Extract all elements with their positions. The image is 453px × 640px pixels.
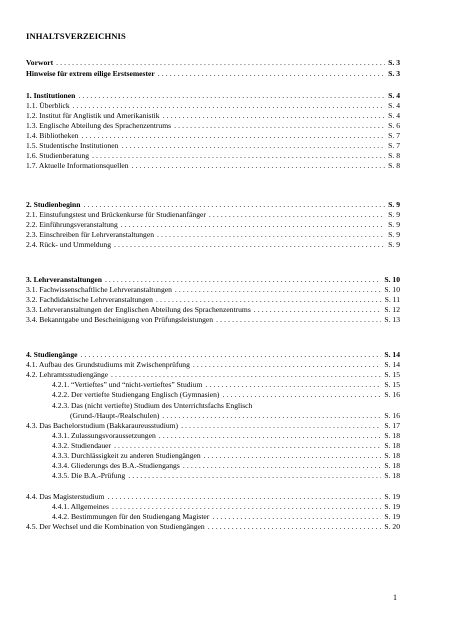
- toc-entry[interactable]: [26, 91, 400, 101]
- leader-dots: [132, 161, 386, 171]
- toc-entry-page: S. 10: [384, 285, 400, 294]
- toc-entry-label: 3.2. Fachdidaktische Lehrveranstaltungen: [26, 295, 153, 304]
- toc-entry-label[interactable]: 4.2.3. Das (nicht vertiefte) Studium des Unterrichtsfachs Englisch: [52, 401, 253, 410]
- leader-dots: [193, 360, 381, 370]
- leader-dots: [216, 315, 381, 325]
- toc-entry-page: S. 18: [384, 431, 400, 440]
- toc-entry-label: 1.6. Studienberatung: [26, 151, 90, 160]
- toc-entry-label: 2. Studienbeginn: [26, 200, 81, 209]
- leader-dots: [105, 275, 381, 285]
- toc-entry[interactable]: [26, 315, 400, 325]
- toc-entry-label: 2.1. Einstufungstest und Brückenkurse für Studienanfänger: [26, 210, 206, 219]
- leader-dots: [83, 200, 385, 210]
- toc-entry-label: 2.3. Einschreiben für Lehrveranstaltungen: [26, 230, 154, 239]
- toc-entry-page: S. 14: [384, 360, 400, 369]
- toc-entry-page: S. 4: [388, 101, 400, 110]
- toc-entry[interactable]: [26, 230, 400, 240]
- toc-entry-page: S. 18: [384, 441, 400, 450]
- toc-entry-label: Hinweise für extrem eilige Erstsemester: [26, 69, 155, 78]
- toc-entry[interactable]: [70, 411, 400, 421]
- leader-dots: [156, 295, 382, 305]
- toc-entry-page: S. 9: [388, 210, 400, 219]
- leader-dots: [159, 431, 382, 441]
- toc-entry[interactable]: [26, 492, 400, 502]
- toc-entry[interactable]: [26, 240, 400, 250]
- toc-entry-page: S. 15: [384, 370, 400, 379]
- page-number: 1: [393, 593, 397, 602]
- toc-entry[interactable]: [52, 502, 400, 512]
- leader-dots: [114, 441, 381, 451]
- toc-entry-label: 1.3. Englische Abteilung des Sprachenzentrums: [26, 121, 172, 130]
- toc-entry-label: 1. Institutionen: [26, 91, 76, 100]
- toc-entry-page: S. 17: [384, 421, 400, 430]
- toc-entry-label: 4.2. Lehramtsstudiengänge: [26, 370, 109, 379]
- leader-dots: [111, 370, 381, 380]
- toc-entry[interactable]: [26, 151, 400, 161]
- toc-entry-label: 4.2.1. “Vertieftes” und “nicht-vertieftes” Studium: [52, 380, 203, 389]
- toc-entry[interactable]: [26, 131, 400, 141]
- toc-entry[interactable]: [26, 305, 400, 315]
- toc-entry-page: S. 12: [384, 305, 400, 314]
- leader-dots: [56, 58, 385, 68]
- toc-entry-page: S. 20: [384, 522, 400, 531]
- toc-entry[interactable]: [52, 390, 400, 400]
- toc-entry[interactable]: [26, 522, 400, 532]
- toc-entry-page: S. 18: [384, 471, 400, 480]
- toc-entry[interactable]: [26, 295, 400, 305]
- leader-dots: [80, 350, 381, 360]
- toc-entry-label: 2.2. Einführungsveranstaltung: [26, 220, 118, 229]
- toc-entry-label: 4.3.4. Gliederungs des B.A.-Studiengangs: [52, 461, 180, 470]
- toc-entry[interactable]: [26, 101, 400, 111]
- toc-entry-page: S. 15: [384, 380, 400, 389]
- toc-entry[interactable]: [26, 421, 400, 431]
- leader-dots: [78, 91, 385, 101]
- leader-dots: [107, 492, 381, 502]
- leader-dots: [114, 240, 385, 250]
- leader-dots: [175, 285, 381, 295]
- toc-entry-label: 4.4.2. Bestimmungen für den Studiengang Magister: [52, 512, 210, 521]
- toc-entry[interactable]: [52, 512, 400, 522]
- toc-entry[interactable]: [26, 121, 400, 131]
- leader-dots: [183, 461, 382, 471]
- leader-dots: [158, 69, 385, 79]
- toc-entry-page: S. 9: [388, 200, 400, 209]
- toc-entry-label: 3.1. Fachwissenschaftliche Lehrveranstaltungen: [26, 285, 172, 294]
- leader-dots: [204, 451, 382, 461]
- toc-entry[interactable]: [52, 380, 400, 390]
- leader-dots: [174, 121, 385, 131]
- toc-entry[interactable]: [52, 431, 400, 441]
- toc-entry[interactable]: [52, 471, 400, 481]
- toc-entry-label: Vorwort: [26, 58, 54, 67]
- toc-entry-label: 2.4. Rück- und Ummeldung: [26, 240, 111, 249]
- leader-dots: [162, 411, 381, 421]
- toc-entry[interactable]: [26, 370, 400, 380]
- toc-entry-label: (Grund-/Haupt-/Realschulen): [70, 411, 160, 420]
- toc-entry[interactable]: [26, 111, 400, 121]
- toc-entry-page: S. 3: [388, 58, 400, 67]
- toc-entry-label: 4.5. Der Wechsel und die Kombination von Studiengängen: [26, 522, 205, 531]
- toc-entry-page: S. 3: [388, 69, 400, 78]
- toc-entry[interactable]: [52, 451, 400, 461]
- toc-entry-label: 3.4. Bekanntgabe und Bescheinigung von Prüfungsleistungen: [26, 315, 214, 324]
- toc-entry-label: 1.7. Aktuelle Informationsquellen: [26, 161, 129, 170]
- toc-entry-label: 4.3. Das Bachelorstudium (Bakkaraureusstudium): [26, 421, 179, 430]
- leader-dots: [222, 390, 381, 400]
- toc-entry-label: 1.2. Institut für Anglistik und Amerikanistik: [26, 111, 160, 120]
- toc-entry[interactable]: [26, 360, 400, 370]
- leader-dots: [212, 512, 381, 522]
- toc-entry-label: 1.1. Überblick: [26, 101, 70, 110]
- toc-entry-page: S. 6: [388, 121, 400, 130]
- toc-entry-label: 4. Studiengänge: [26, 350, 78, 359]
- leader-dots: [121, 220, 385, 230]
- toc-entry-page: S. 4: [388, 111, 400, 120]
- toc-entry-page: S. 9: [388, 240, 400, 249]
- toc-entry-page: S. 8: [388, 151, 400, 160]
- toc-entry-page: S. 18: [384, 461, 400, 470]
- leader-dots: [92, 151, 385, 161]
- toc-entry-label: 1.4. Bibliotheken: [26, 131, 79, 140]
- leader-dots: [209, 210, 385, 220]
- toc-entry-label: 4.3.3. Durchlässigkeit zu anderen Studiengängen: [52, 451, 201, 460]
- toc-entry[interactable]: [26, 285, 400, 295]
- toc-entry-page: S. 9: [388, 220, 400, 229]
- toc-entry[interactable]: [26, 350, 400, 360]
- toc-entry[interactable]: [52, 461, 400, 471]
- toc-entry-page: S. 11: [384, 295, 400, 304]
- leader-dots: [181, 421, 381, 431]
- toc-entry-label: 4.3.5. Die B.A.-Prüfung: [52, 471, 126, 480]
- toc-entry-page: S. 7: [388, 141, 400, 150]
- toc-entry-page: S. 4: [388, 91, 400, 100]
- toc-entry-label: 4.3.1. Zulassungsvoraussetzungen: [52, 431, 156, 440]
- toc-entry-page: S. 19: [384, 512, 400, 521]
- toc-entry[interactable]: [26, 275, 400, 285]
- toc-entry-page: S. 14: [384, 350, 400, 359]
- toc-entry[interactable]: [26, 210, 400, 220]
- toc-entry-page: S. 16: [384, 411, 400, 420]
- toc-entry-label: 1.5. Studentische Institutionen: [26, 141, 119, 150]
- toc-entry-page: S. 16: [384, 390, 400, 399]
- toc-entry-label: 4.4. Das Magisterstudium: [26, 492, 105, 501]
- leader-dots: [157, 230, 385, 240]
- leader-dots: [121, 141, 385, 151]
- leader-dots: [205, 380, 381, 390]
- toc-entry-page: S. 19: [384, 492, 400, 501]
- toc-entry[interactable]: [52, 441, 400, 451]
- toc-entry-label: 3. Lehrveranstaltungen: [26, 275, 102, 284]
- toc-entry-label: 3.3. Lehrveranstaltungen der Englischen Abteilung des Sprachenzentrums: [26, 305, 251, 314]
- toc-entry[interactable]: [26, 69, 400, 79]
- toc-entry-page: S. 9: [388, 230, 400, 239]
- toc-entry-page: S. 13: [384, 315, 400, 324]
- toc-entry[interactable]: [26, 141, 400, 151]
- toc-entry[interactable]: [26, 200, 400, 210]
- leader-dots: [82, 131, 386, 141]
- leader-dots: [163, 111, 386, 121]
- toc-entry-label: 4.1. Aufbau des Grundstudiums mit Zwischenprüfung: [26, 360, 190, 369]
- toc-entry-label: 4.3.2. Studiendauer: [52, 441, 112, 450]
- leader-dots: [128, 471, 381, 481]
- toc-entry-page: S. 18: [384, 451, 400, 460]
- leader-dots: [208, 522, 382, 532]
- toc-entry-page: S. 8: [388, 161, 400, 170]
- toc-entry-label: 4.2.2. Der vertiefte Studiengang Englisch (Gymnasien): [52, 390, 220, 399]
- toc-entry-label: 4.4.1. Allgemeines: [52, 502, 109, 511]
- leader-dots: [73, 101, 386, 111]
- toc-title: INHALTSVERZEICHNIS: [26, 31, 126, 41]
- toc-entry[interactable]: [26, 220, 400, 230]
- toc-entry[interactable]: [26, 58, 400, 68]
- leader-dots: [112, 502, 381, 512]
- toc-entry[interactable]: [26, 161, 400, 171]
- toc-entry-page: S. 7: [388, 131, 400, 140]
- toc-entry-page: S. 19: [384, 502, 400, 511]
- toc-entry-page: S. 10: [384, 275, 400, 284]
- leader-dots: [254, 305, 382, 315]
